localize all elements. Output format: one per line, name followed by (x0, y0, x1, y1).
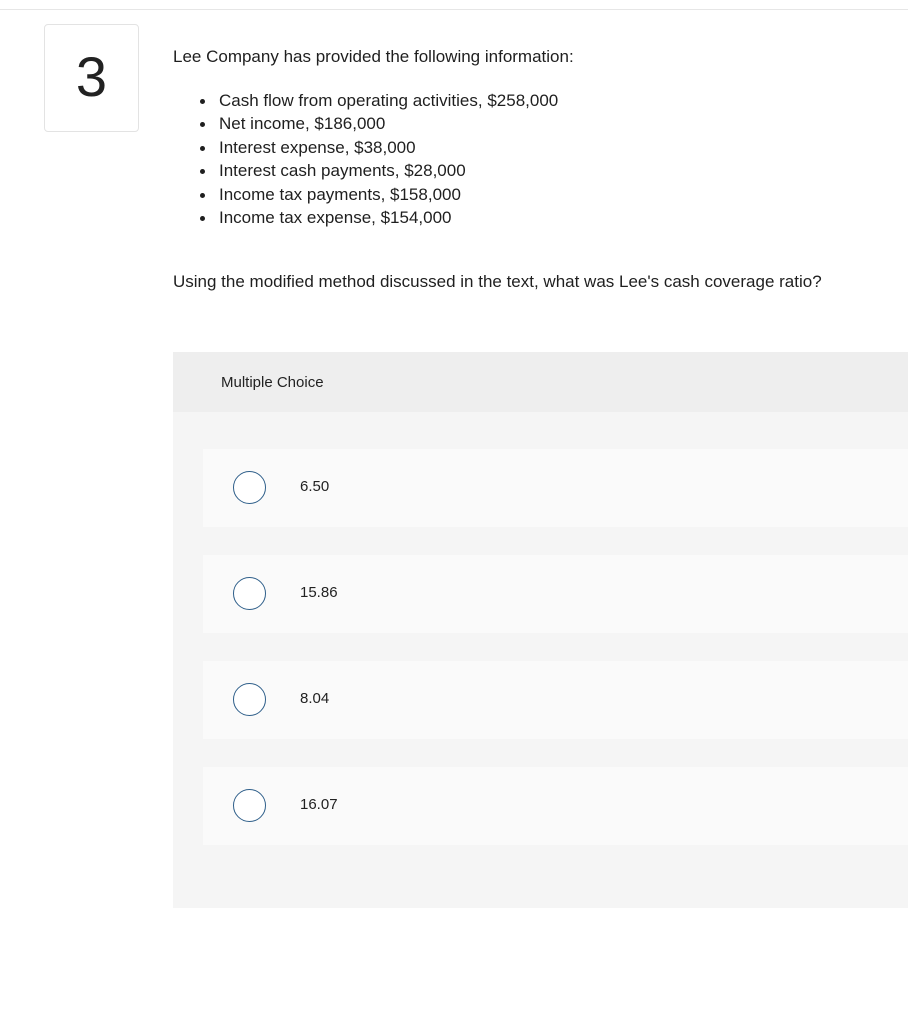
answer-option-2[interactable] (203, 555, 908, 633)
question-number: 3 (75, 45, 108, 108)
answer-option-label: 15.86 (300, 584, 338, 601)
top-divider (0, 9, 908, 10)
facts-list (173, 89, 558, 229)
bullet-icon (200, 146, 205, 151)
radio-button[interactable] (233, 471, 266, 504)
fact-item (173, 159, 558, 182)
fact-text: Income tax payments, $158,000 (219, 184, 461, 204)
question-intro: Lee Company has provided the following information: (173, 47, 574, 66)
multiple-choice-header (173, 352, 908, 412)
multiple-choice-title: Multiple Choice (221, 374, 324, 391)
fact-item (173, 112, 558, 135)
fact-item (173, 89, 558, 112)
question-prompt: Using the modified method discussed in the text, what was Lee's cash coverage ratio? (173, 272, 822, 291)
bullet-icon (200, 169, 205, 174)
radio-button[interactable] (233, 683, 266, 716)
multiple-choice-panel (173, 352, 908, 908)
answer-option-label: 8.04 (300, 690, 330, 707)
bullet-icon (200, 216, 205, 221)
bullet-icon (200, 193, 205, 198)
fact-item (173, 183, 558, 206)
bullet-icon (200, 99, 205, 104)
answer-option-label: 6.50 (300, 478, 330, 495)
radio-button[interactable] (233, 577, 266, 610)
fact-text: Interest expense, $38,000 (219, 137, 416, 157)
fact-item (173, 136, 558, 159)
fact-item (173, 206, 558, 229)
radio-button[interactable] (233, 789, 266, 822)
fact-text: Income tax expense, $154,000 (219, 208, 452, 228)
answer-option-3[interactable] (203, 661, 908, 739)
question-number-box (44, 24, 139, 132)
answer-option-1[interactable] (203, 449, 908, 527)
answer-option-label: 16.07 (300, 796, 338, 813)
fact-text: Interest cash payments, $28,000 (219, 161, 466, 181)
fact-text: Net income, $186,000 (219, 114, 386, 134)
bullet-icon (200, 122, 205, 127)
answer-option-4[interactable] (203, 767, 908, 845)
fact-text: Cash flow from operating activities, $258,000 (219, 91, 559, 110)
